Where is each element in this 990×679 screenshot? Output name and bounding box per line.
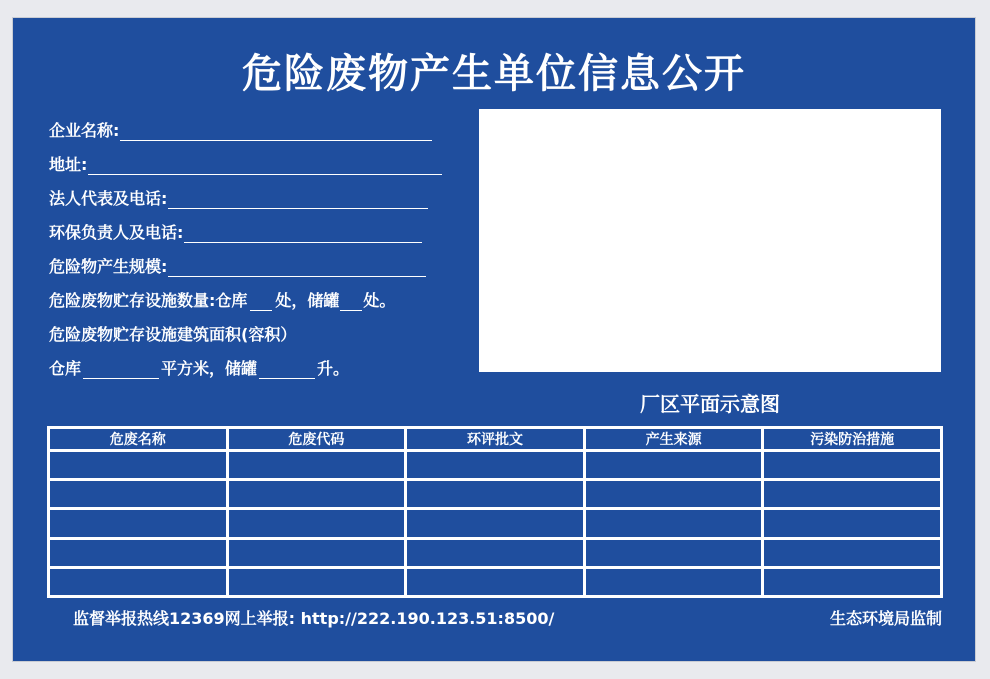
table-row [49, 567, 942, 596]
tank-volume-blank [259, 360, 315, 379]
waste-table [47, 426, 943, 598]
table-cell [584, 509, 763, 538]
table-cell [763, 509, 942, 538]
table-cell [227, 509, 406, 538]
table-cell [406, 567, 585, 596]
table-row [49, 480, 942, 509]
address-label: 地址: [49, 155, 88, 174]
warehouse-area-field [49, 355, 349, 379]
table-row [49, 538, 942, 567]
table-cell [584, 538, 763, 567]
table-cell [584, 451, 763, 480]
table-cell [763, 538, 942, 567]
env-manager-label: 环保负责人及电话: [49, 223, 184, 242]
scale-label: 危险物产生规模: [49, 257, 168, 276]
storage-count-prefix: 危险废物贮存设施数量:仓库 [49, 291, 248, 310]
table-cell [227, 480, 406, 509]
table-cell [406, 480, 585, 509]
warehouse-count-blank [250, 292, 272, 311]
address-field [49, 151, 442, 175]
info-board [13, 18, 975, 661]
company-name-field [49, 117, 432, 141]
board-title: 危险废物产生单位信息公开 [242, 51, 746, 97]
warehouse-suffix: 升。 [317, 359, 350, 378]
header-pollution-control: 污染防治措施 [763, 428, 942, 451]
table-cell [49, 509, 228, 538]
table-cell [406, 538, 585, 567]
storage-area-field [49, 321, 296, 345]
legal-rep-field [49, 185, 428, 209]
env-manager-field [49, 219, 422, 243]
site-plan-caption: 厂区平面示意图 [640, 392, 780, 416]
table-header-row [49, 428, 942, 451]
scale-field [49, 253, 426, 277]
header-waste-name: 危废名称 [49, 428, 228, 451]
table-cell [406, 509, 585, 538]
table-row [49, 509, 942, 538]
header-waste-code: 危废代码 [227, 428, 406, 451]
table-cell [584, 480, 763, 509]
scale-blank [168, 258, 426, 277]
table-cell [406, 451, 585, 480]
storage-area-label: 危险废物贮存设施建筑面积(容积） [49, 325, 297, 344]
table-cell [49, 480, 228, 509]
company-name-label: 企业名称: [49, 121, 120, 140]
warehouse-area-blank [83, 360, 159, 379]
header-source: 产生来源 [584, 428, 763, 451]
address-blank [88, 156, 442, 175]
table-cell [763, 451, 942, 480]
authority-text: 生态环境局监制 [829, 609, 942, 628]
table-row [49, 451, 942, 480]
table-cell [49, 538, 228, 567]
tank-count-blank [340, 292, 362, 311]
legal-rep-label: 法人代表及电话: [49, 189, 168, 208]
table-cell [49, 451, 228, 480]
company-name-blank [120, 122, 432, 141]
warehouse-mid: 平方米，储罐 [161, 359, 258, 378]
storage-count-field [49, 287, 395, 311]
table-cell [227, 451, 406, 480]
header-eia-approval: 环评批文 [406, 428, 585, 451]
table-cell [763, 567, 942, 596]
table-cell [49, 567, 228, 596]
table-cell [584, 567, 763, 596]
legal-rep-blank [168, 190, 428, 209]
storage-count-mid: 处，储罐 [275, 291, 340, 310]
warehouse-prefix: 仓库 [49, 359, 82, 378]
table-cell [227, 538, 406, 567]
env-manager-blank [184, 224, 422, 243]
site-plan-box [479, 109, 941, 372]
table-cell [763, 480, 942, 509]
storage-count-suffix: 处。 [363, 291, 396, 310]
hotline-text: 监督举报热线12369网上举报: http://222.190.123.51:8500/ [73, 609, 555, 628]
table-cell [227, 567, 406, 596]
